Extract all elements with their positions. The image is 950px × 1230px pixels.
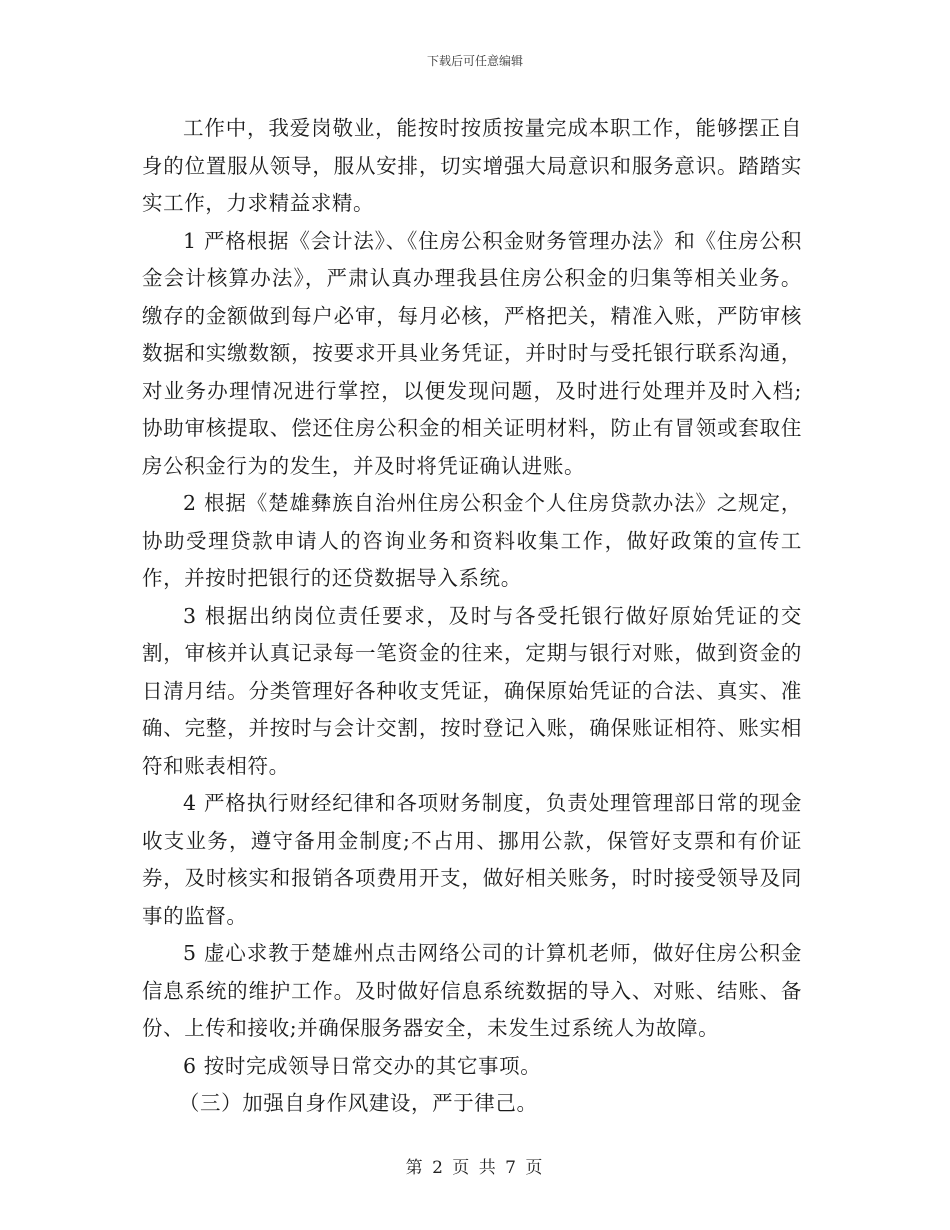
header-note: 下载后可任意编辑 xyxy=(426,54,523,68)
paragraph-item-3: 3 根据出纳岗位责任要求，及时与各受托银行做好原始凭证的交割，审核并认真记录每一笔资金的往来，定期与银行对账，做到资金的日清月结。分类管理好各种收支凭证，确保原始凭证的合法、真实、准确、完整，并按时与会计交割，按时登记入账，确保账证相符、账实相符和账表相符。 xyxy=(142,603,802,778)
paragraph-item-4: 4 严格执行财经纪律和各项财务制度，负责处理管理部日常的现金收支业务，遵守备用金制度;不占用、挪用公款，保管好支票和有价证券，及时核实和报销各项费用开支，做好相关账务，时时接受领导及同事的监督。 xyxy=(142,791,802,928)
section-heading-3: （三）加强自身作风建设，严于律己。 xyxy=(178,1091,538,1115)
paragraph-item-5: 5 虚心求教于楚雄州点击网络公司的计算机老师，做好住房公积金信息系统的维护工作。及时做好信息系统数据的导入、对账、结账、备份、上传和接收;并确保服务器安全，未发生过系统人为故障。 xyxy=(142,941,802,1040)
document-body xyxy=(142,110,802,1123)
paragraph-intro: 工作中，我爱岗敬业，能按时按质按量完成本职工作，能够摆正自身的位置服从领导，服从安排，切实增强大局意识和服务意识。踏踏实实工作，力求精益求精。 xyxy=(142,116,802,215)
page-number: 第 2 页 共 7 页 xyxy=(405,1158,545,1178)
paragraph-item-6: 6 按时完成领导日常交办的其它事项。 xyxy=(183,1053,542,1078)
paragraph-item-2: 2 根据《楚雄彝族自治州住房公积金个人住房贷款办法》之规定，协助受理贷款申请人的咨询业务和资料收集工作，做好政策的宣传工作，并按时把银行的还贷数据导入系统。 xyxy=(142,491,802,590)
paragraph-item-1: 1 严格根据《会计法》、《住房公积金财务管理办法》和《住房公积金会计核算办法》，严肃认真办理我县住房公积金的归集等相关业务。缴存的金额做到每户必审，每月必核，严格把关，精准入账，严防审核数据和实缴数额，按要求开具业务凭证，并时时与受托银行联系沟通，对业务办理情况进行掌控，以便发现问题，及时进行处理并及时入档;协助审核提取、偿还住房公积金的相关证明材料，防止有冒领或套取住房公积金行为的发生，并及时将凭证确认进账。 xyxy=(142,228,802,478)
